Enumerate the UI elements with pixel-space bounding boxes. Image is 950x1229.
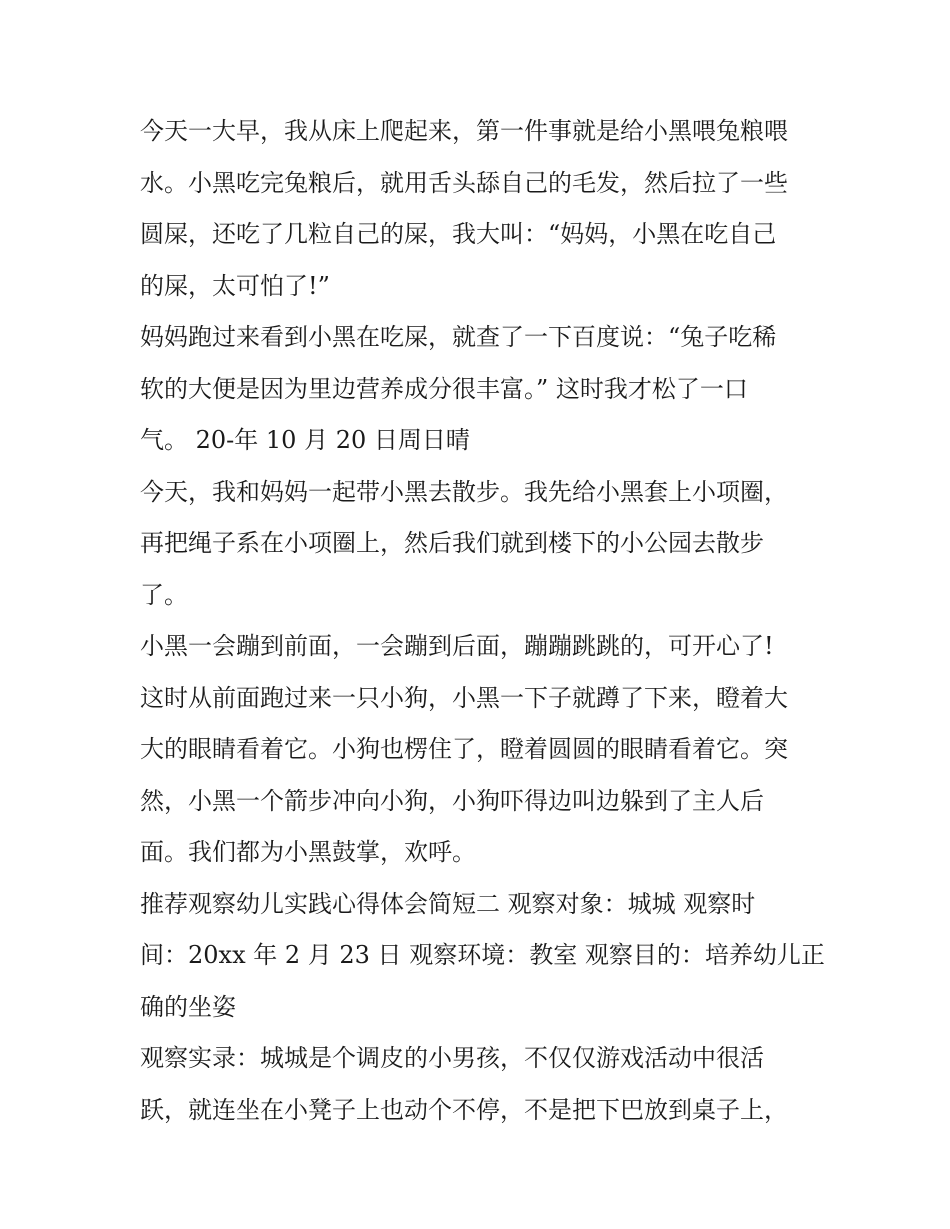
text-line: 妈妈跑过来看到小黑在吃屎，就查了一下百度说：“兔子吃稀: [140, 323, 777, 351]
text-line: 水。小黑吃完兔粮后，就用舌头舔自己的毛发，然后拉了一些: [140, 168, 788, 197]
document-body: [140, 106, 825, 1136]
text-line: 大的眼睛看着它。小狗也楞住了，瞪着圆圆的眼睛看着它。突: [140, 735, 788, 763]
text-line: 了。: [140, 580, 188, 609]
text-line: 间：20xx 年 2 月 23 日 观察环境：教室 观察目的：培养幼儿正: [140, 941, 825, 969]
text-line: 圆屎，还吃了几粒自己的屎，我大叫：“妈妈，小黑在吃自己: [140, 220, 777, 248]
text-line: 软的大便是因为里边营养成分很丰富。” 这时我才松了一口: [140, 374, 748, 403]
text-line: 气。 20-年 10 月 20 日周日晴: [140, 426, 470, 454]
text-line: 今天一大早，我从床上爬起来，第一件事就是给小黑喂兔粮喂: [140, 117, 788, 145]
text-line: 这时从前面跑过来一只小狗，小黑一下子就蹲了下来，瞪着大: [140, 683, 788, 712]
text-line: 跃，就连坐在小凳子上也动个不停，不是把下巴放到桌子上，: [140, 1095, 788, 1124]
text-line: 推荐观察幼儿实践心得体会简短二 观察对象：城城 观察时: [140, 889, 756, 918]
text-line: 面。我们都为小黑鼓掌，欢呼。: [140, 838, 476, 866]
text-line: 然，小黑一个箭步冲向小狗，小狗吓得边叫边躲到了主人后: [140, 786, 764, 815]
text-line: 小黑一会蹦到前面，一会蹦到后面，蹦蹦跳跳的，可开心了!: [140, 632, 774, 660]
text-line: 今天，我和妈妈一起带小黑去散步。我先给小黑套上小项圈，: [140, 477, 788, 506]
text-line: 再把绳子系在小项圈上，然后我们就到楼下的小公园去散步: [140, 529, 764, 557]
text-line: 观察实录：城城是个调皮的小男孩，不仅仅游戏活动中很活: [140, 1044, 764, 1072]
text-line: 的屎，太可怕了!”: [140, 271, 330, 300]
text-line: 确的坐姿: [140, 992, 236, 1021]
